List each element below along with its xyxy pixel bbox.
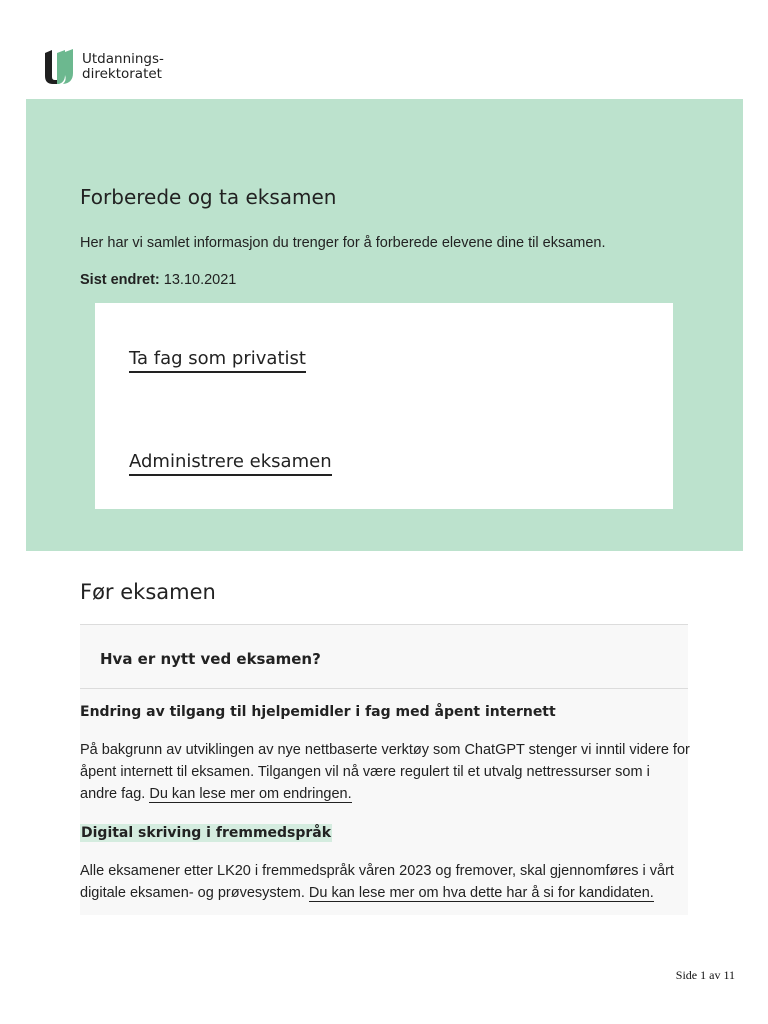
udir-logo-icon — [44, 49, 74, 85]
link-administrere-eksamen[interactable]: Administrere eksamen — [129, 451, 332, 476]
paragraph-hjelpemidler-text: På bakgrunn av utviklingen av nye nettbaserte verktøy som ChatGPT stenger vi inntil videre for åpent internett til eksamen. Tilgangen vil nå være regulert til et utvalg nettressurser som i andre fag. — [80, 742, 690, 802]
paragraph-digital-skriving-text: Alle eksamener etter LK20 i fremmedspråk våren 2023 og fremover, skal gjennomføres i vårt digitale eksamen- og prøvesystem. — [80, 863, 674, 901]
last-modified-value: 13.10.2021 — [163, 272, 237, 288]
related-links-box — [95, 303, 673, 509]
subheading-hjelpemidler: Endring av tilgang til hjelpemidler i fag med åpent internett — [80, 704, 556, 720]
page-number: Side 1 av 11 — [675, 968, 735, 982]
link-les-mer-kandidaten[interactable]: Du kan lese mer om hva dette har å si for kandidaten. — [308, 885, 654, 901]
accordion-title[interactable]: Hva er nytt ved eksamen? — [100, 650, 321, 668]
page-title: Forberede og ta eksamen — [80, 185, 337, 209]
logo-line-1: Utdannings- — [82, 51, 164, 67]
hero-panel — [26, 99, 743, 551]
link-ta-fag-som-privatist[interactable]: Ta fag som privatist — [129, 348, 306, 373]
link-les-mer-endringen[interactable]: Du kan lese mer om endringen. — [149, 786, 352, 802]
last-modified-label: Sist endret: — [80, 272, 160, 288]
section-title: Før eksamen — [80, 580, 216, 604]
last-modified — [80, 272, 236, 288]
page-lead: Her har vi samlet informasjon du trenger for å forberede elevene dine til eksamen. — [80, 235, 606, 251]
logo-line-2: direktoratet — [82, 66, 162, 82]
paragraph-digital-skriving — [80, 860, 690, 904]
subheading-digital-skriving: Digital skriving i fremmedspråk — [81, 825, 332, 841]
logo-wordmark — [82, 52, 164, 82]
accordion-header[interactable] — [80, 625, 688, 689]
site-logo[interactable] — [44, 49, 164, 85]
paragraph-hjelpemidler — [80, 739, 690, 805]
